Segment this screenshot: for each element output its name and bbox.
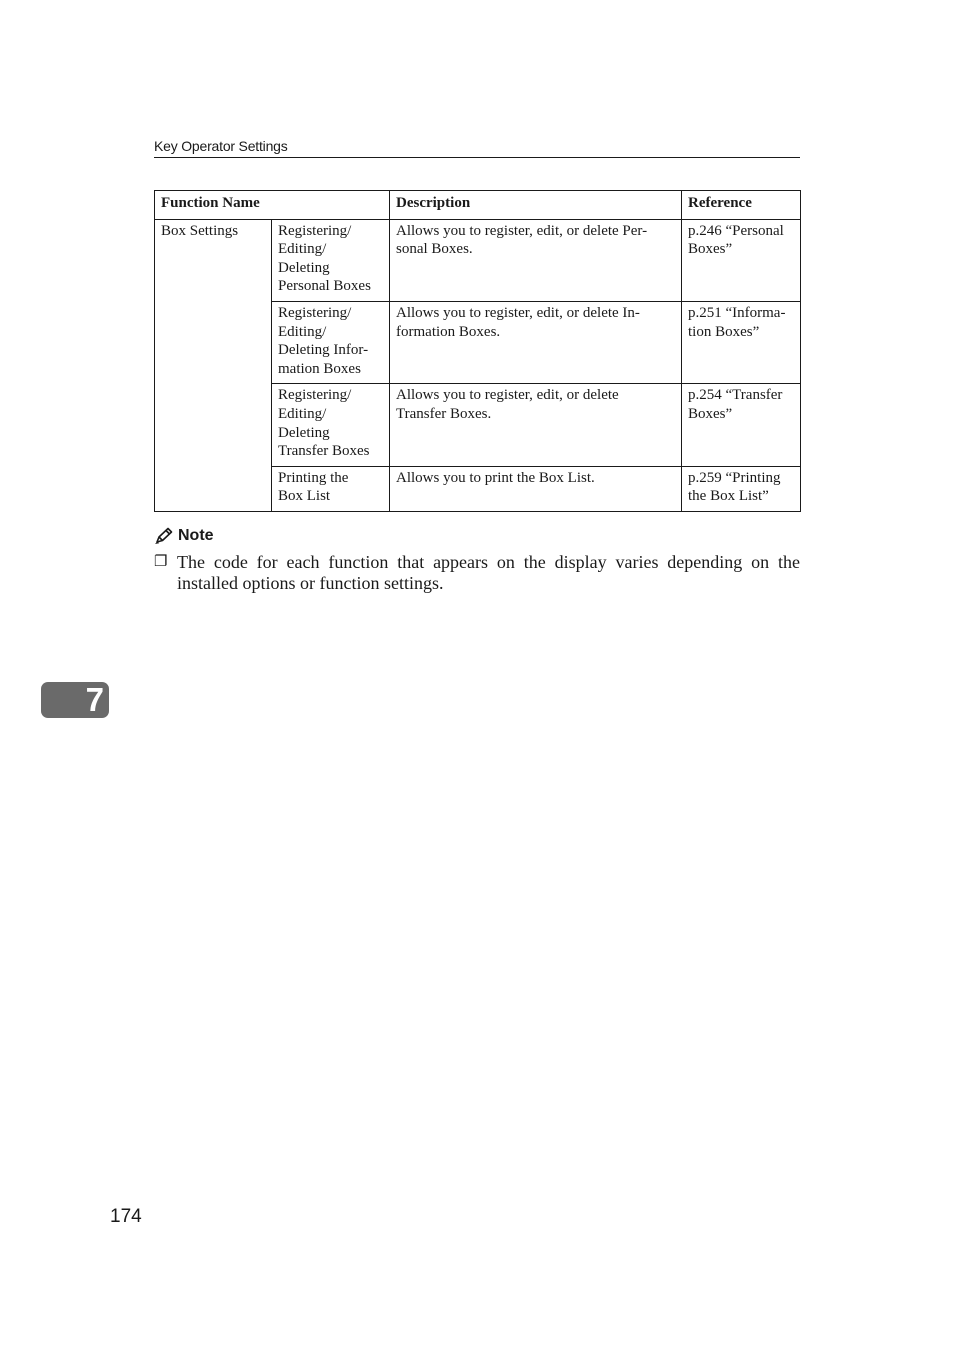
reference-cell [682,301,801,383]
chapter-tab: 7 [41,682,109,718]
reference-cell [682,466,801,511]
cell-line: p.254 “Transfer [688,387,783,404]
cell-line: Registering/ [278,387,352,404]
table-header-row [155,191,801,220]
reference-cell [682,384,801,466]
table-row [155,219,801,301]
cell-line: p.251 “Informa- [688,304,786,321]
cell-line: Editing/ [278,241,327,258]
description-cell [390,219,682,301]
running-header: Key Operator Settings [154,138,800,158]
function-cell [272,466,390,511]
cell-line: Allows you to register, edit, or delete [396,387,619,404]
page-number: 174 [110,1206,142,1227]
header-description: Description [390,191,682,220]
header-reference: Reference [682,191,801,220]
cell-line: sonal Boxes. [396,241,473,258]
cell-line: Registering/ [278,304,352,321]
function-cell [272,219,390,301]
cell-line: Boxes” [688,405,733,422]
header-function-name: Function Name [155,191,390,220]
group-cell: Box Settings [155,219,272,511]
cell-line: the Box List” [688,488,769,505]
cell-line: Deleting [278,424,330,441]
cell-line: p.246 “Personal [688,222,784,239]
description-cell [390,384,682,466]
function-table [154,190,801,512]
cell-line: Personal Boxes [278,278,371,295]
pencil-icon [154,527,174,545]
cell-line: Transfer Boxes. [396,405,492,422]
cell-line: Box List [278,488,331,505]
cell-line: p.259 “Printing [688,469,781,486]
note-text: The code for each function that appears on the display varies depending on the installed options or function settings. [177,552,800,593]
cell-line: Boxes” [688,241,733,258]
cell-line: mation Boxes [278,360,361,377]
cell-line: formation Boxes. [396,323,501,340]
cell-line: Allows you to print the Box List. [396,469,595,486]
cell-line: Deleting [278,259,330,276]
function-cell [272,301,390,383]
cell-line: Editing/ [278,323,327,340]
cell-line: Editing/ [278,405,327,422]
function-cell [272,384,390,466]
cell-line: Transfer Boxes [278,443,370,460]
cell-line: Allows you to register, edit, or delete Per- [396,222,648,239]
description-cell [390,301,682,383]
cell-line: Allows you to register, edit, or delete In- [396,304,640,321]
checkbox-bullet-icon: ❐ [154,554,168,570]
reference-cell [682,219,801,301]
note-title: Note [178,527,214,544]
description-cell [390,466,682,511]
note-heading [154,527,214,545]
cell-line: Registering/ [278,222,352,239]
cell-line: tion Boxes” [688,323,760,340]
cell-line: Printing the [278,469,349,486]
note-list-item [154,552,800,594]
cell-line: Deleting Infor- [278,342,369,359]
